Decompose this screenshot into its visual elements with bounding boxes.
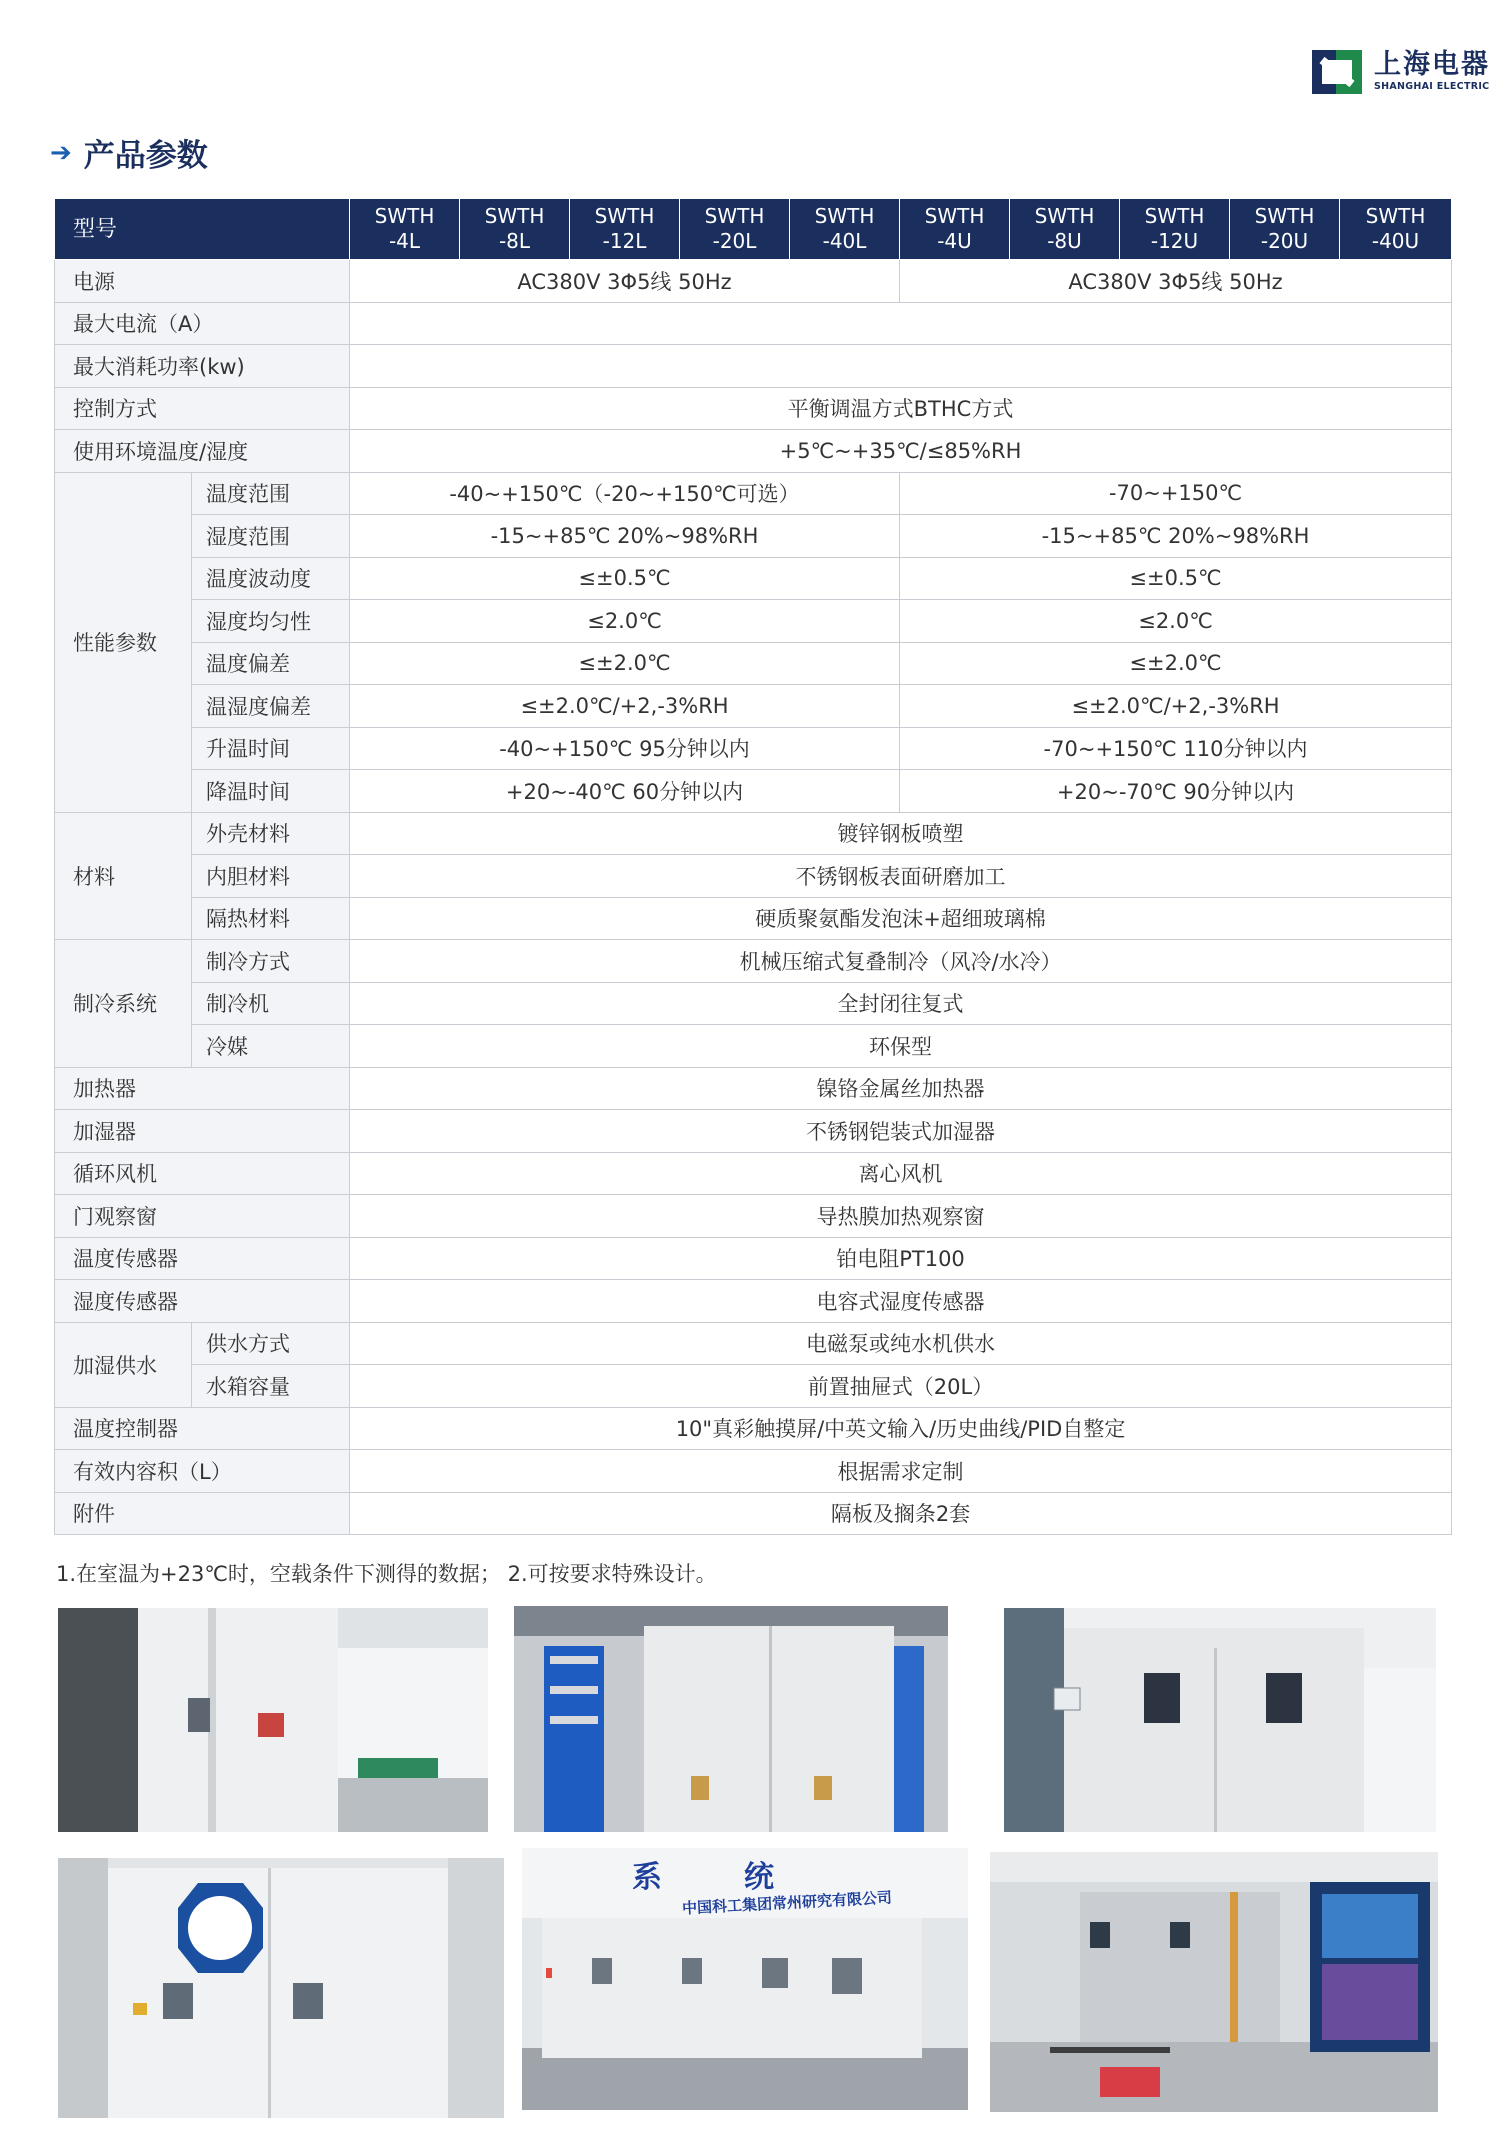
model-header: SWTH -40L (790, 199, 900, 260)
cell-value: 电容式湿度传感器 (350, 1280, 1452, 1323)
model-header: SWTH -20U (1230, 199, 1340, 260)
cell-value: 10"真彩触摸屏/中英文输入/历史曲线/PID自整定 (350, 1407, 1452, 1450)
cell-value: -40~+150℃ 95分钟以内 (350, 727, 900, 770)
sub-label: 冷媒 (192, 1025, 350, 1068)
table-row (55, 1110, 1452, 1153)
sub-label: 制冷机 (192, 982, 350, 1025)
cell-value: AC380V 3Φ5线 50Hz (350, 260, 900, 303)
cell-value (350, 302, 1452, 345)
table-row (55, 1152, 1452, 1195)
cell-value: ≤±2.0℃ (350, 642, 900, 685)
product-photo (58, 1858, 504, 2118)
sub-label: 温度波动度 (192, 557, 350, 600)
row-label: 湿度传感器 (55, 1280, 350, 1323)
table-row (55, 260, 1452, 303)
table-row (55, 1450, 1452, 1493)
cell-value: 铂电阻PT100 (350, 1237, 1452, 1280)
section-title (50, 130, 208, 175)
table-row (55, 1492, 1452, 1535)
table-row (55, 1025, 1452, 1068)
table-row (55, 1195, 1452, 1238)
product-photo (514, 1606, 948, 1832)
table-row (55, 1322, 1452, 1365)
model-header-label: 型号 (55, 199, 350, 260)
table-row (55, 387, 1452, 430)
cell-value: ≤2.0℃ (350, 600, 900, 643)
table-header-row (55, 199, 1452, 260)
sub-label: 水箱容量 (192, 1365, 350, 1408)
sub-label: 温湿度偏差 (192, 685, 350, 728)
cell-value: -15~+85℃ 20%~98%RH (900, 515, 1452, 558)
row-label: 使用环境温度/湿度 (55, 430, 350, 473)
cell-value: 不锈钢板表面研磨加工 (350, 855, 1452, 898)
row-label: 温度控制器 (55, 1407, 350, 1450)
cell-value: AC380V 3Φ5线 50Hz (900, 260, 1452, 303)
cell-value: ≤±0.5℃ (350, 557, 900, 600)
row-label: 有效内容积（L） (55, 1450, 350, 1493)
cell-value: ≤±2.0℃ (900, 642, 1452, 685)
table-row (55, 515, 1452, 558)
row-label: 加湿器 (55, 1110, 350, 1153)
sub-label: 升温时间 (192, 727, 350, 770)
table-row (55, 727, 1452, 770)
sub-label: 温度偏差 (192, 642, 350, 685)
cell-value: ≤2.0℃ (900, 600, 1452, 643)
cell-value: -70~+150℃ 110分钟以内 (900, 727, 1452, 770)
model-header: SWTH -12L (570, 199, 680, 260)
table-row (55, 345, 1452, 388)
model-header: SWTH -40U (1340, 199, 1452, 260)
cell-value: -40~+150℃（-20~+150℃可选） (350, 472, 900, 515)
sub-label: 湿度均匀性 (192, 600, 350, 643)
table-row (55, 685, 1452, 728)
spec-table (54, 198, 1452, 1535)
cell-value: -70~+150℃ (900, 472, 1452, 515)
table-row (55, 1237, 1452, 1280)
photo-banner-text: 系 统 (632, 1860, 800, 1895)
cell-value: 隔板及搁条2套 (350, 1492, 1452, 1535)
cell-value: 镀锌钢板喷塑 (350, 812, 1452, 855)
table-row (55, 472, 1452, 515)
cell-value: +5℃~+35℃/≤85%RH (350, 430, 1452, 473)
table-row (55, 557, 1452, 600)
photo-company-text: 中国科工集团常州研究有限公司 (681, 1888, 893, 1918)
group-label: 性能参数 (55, 472, 192, 812)
brand-name-cn: 上海电器 (1374, 49, 1490, 80)
cell-value: 前置抽屉式（20L） (350, 1365, 1452, 1408)
cell-value: 全封闭往复式 (350, 982, 1452, 1025)
sub-label: 制冷方式 (192, 940, 350, 983)
table-row (55, 302, 1452, 345)
brand-logo (1308, 44, 1490, 100)
cell-value: 环保型 (350, 1025, 1452, 1068)
footnote: 1.在室温为+23℃时，空载条件下测得的数据； 2.可按要求特殊设计。 (56, 1562, 717, 1586)
sub-label: 隔热材料 (192, 897, 350, 940)
cell-value: 离心风机 (350, 1152, 1452, 1195)
arrow-right-icon: ➔ (50, 137, 72, 168)
table-row (55, 897, 1452, 940)
cell-value: -15~+85℃ 20%~98%RH (350, 515, 900, 558)
cell-value: 硬质聚氨酯发泡沫+超细玻璃棉 (350, 897, 1452, 940)
cell-value: ≤±2.0℃/+2,-3%RH (900, 685, 1452, 728)
product-photo (58, 1608, 488, 1832)
section-title-text: 产品参数 (83, 138, 208, 174)
sub-label: 供水方式 (192, 1322, 350, 1365)
cell-value: +20~-40℃ 60分钟以内 (350, 770, 900, 813)
product-photo (990, 1852, 1438, 2112)
sub-label: 降温时间 (192, 770, 350, 813)
table-row (55, 600, 1452, 643)
row-label: 控制方式 (55, 387, 350, 430)
group-label: 材料 (55, 812, 192, 940)
table-row (55, 770, 1452, 813)
sub-label: 外壳材料 (192, 812, 350, 855)
table-row (55, 1365, 1452, 1408)
cell-value: 平衡调温方式BTHC方式 (350, 387, 1452, 430)
table-row (55, 430, 1452, 473)
shanghai-electric-logo-icon (1308, 44, 1366, 100)
table-row (55, 1407, 1452, 1450)
cell-value: +20~-70℃ 90分钟以内 (900, 770, 1452, 813)
row-label: 附件 (55, 1492, 350, 1535)
product-photo (522, 1848, 968, 2110)
product-photo (1004, 1608, 1436, 1832)
table-row (55, 940, 1452, 983)
model-header: SWTH -20L (680, 199, 790, 260)
cell-value: 不锈钢铠装式加湿器 (350, 1110, 1452, 1153)
group-label: 制冷系统 (55, 940, 192, 1068)
row-label: 门观察窗 (55, 1195, 350, 1238)
cell-value: 电磁泵或纯水机供水 (350, 1322, 1452, 1365)
cell-value: 镍铬金属丝加热器 (350, 1067, 1452, 1110)
row-label: 温度传感器 (55, 1237, 350, 1280)
row-label: 最大电流（A） (55, 302, 350, 345)
model-header: SWTH -4L (350, 199, 460, 260)
sub-label: 温度范围 (192, 472, 350, 515)
cell-value (350, 345, 1452, 388)
row-label: 最大消耗功率(kw) (55, 345, 350, 388)
table-row (55, 1067, 1452, 1110)
model-header: SWTH -4U (900, 199, 1010, 260)
cell-value: 根据需求定制 (350, 1450, 1452, 1493)
row-label: 加热器 (55, 1067, 350, 1110)
cell-value: 机械压缩式复叠制冷（风冷/水冷） (350, 940, 1452, 983)
sub-label: 湿度范围 (192, 515, 350, 558)
sub-label: 内胆材料 (192, 855, 350, 898)
row-label: 循环风机 (55, 1152, 350, 1195)
table-row (55, 1280, 1452, 1323)
cell-value: 导热膜加热观察窗 (350, 1195, 1452, 1238)
model-header: SWTH -8L (460, 199, 570, 260)
brand-name-en: SHANGHAI ELECTRIC (1374, 81, 1490, 92)
table-row (55, 855, 1452, 898)
model-header: SWTH -8U (1010, 199, 1120, 260)
row-label: 电源 (55, 260, 350, 303)
cell-value: ≤±2.0℃/+2,-3%RH (350, 685, 900, 728)
cell-value: ≤±0.5℃ (900, 557, 1452, 600)
table-row (55, 812, 1452, 855)
table-row (55, 642, 1452, 685)
model-header: SWTH -12U (1120, 199, 1230, 260)
group-label: 加湿供水 (55, 1322, 192, 1407)
table-row (55, 982, 1452, 1025)
